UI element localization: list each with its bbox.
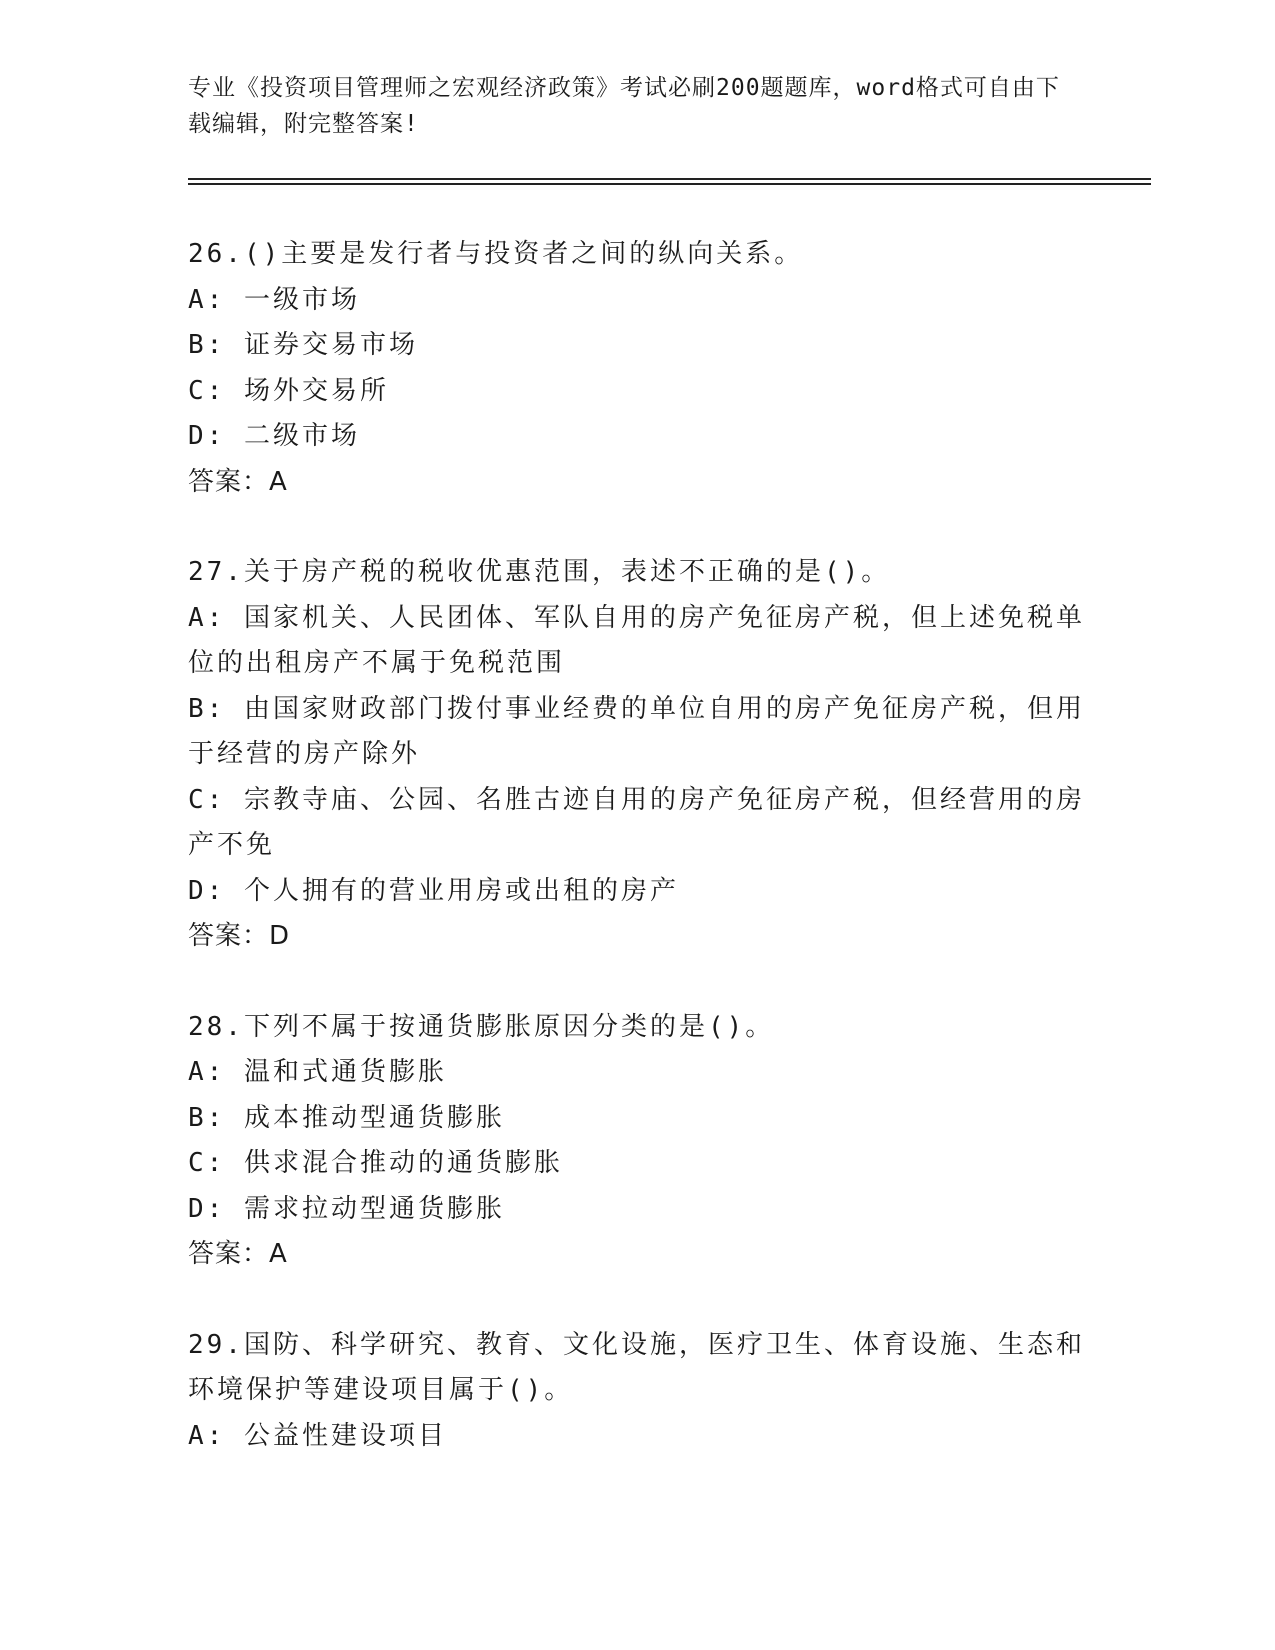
question-28: [188, 1005, 1088, 1278]
header-divider-top: [188, 178, 1151, 180]
option-a: A: 一级市场: [188, 284, 360, 315]
question-stem: 29.国防、科学研究、教育、文化设施，医疗卫生、体育设施、生态和环境保护等建设项目属于()。: [188, 1329, 1085, 1405]
option-d: D: 需求拉动型通货膨胀: [188, 1193, 505, 1224]
option-d: D: 个人拥有的营业用房或出租的房产: [188, 875, 679, 906]
question-26: [188, 232, 1088, 505]
question-list: [188, 232, 1088, 1504]
option-b: B: 证券交易市场: [188, 330, 418, 360]
option-a: A: 国家机关、人民团体、军队自用的房产免征房产税，但上述免税单位的出租房产不属于免税范围: [188, 602, 1085, 678]
header-divider-bottom: [188, 183, 1151, 185]
document-header: 专业《投资项目管理师之宏观经济政策》考试必刷200题题库，word格式可自由下载编辑，附完整答案!: [188, 75, 1060, 137]
option-d: D: 二级市场: [188, 421, 360, 451]
answer-line: 答案：A: [188, 466, 288, 497]
option-b: B: 成本推动型通货膨胀: [188, 1102, 505, 1133]
option-c: C: 供求混合推动的通货膨胀: [188, 1148, 563, 1178]
option-c: C: 场外交易所: [188, 375, 389, 406]
question-stem: 26.()主要是发行者与投资者之间的纵向关系。: [188, 239, 804, 269]
option-a: A: 公益性建设项目: [188, 1420, 447, 1451]
question-stem: 27.关于房产税的税收优惠范围，表述不正确的是()。: [188, 557, 891, 587]
question-27: [188, 550, 1088, 960]
question-stem: 28.下列不属于按通货膨胀原因分类的是()。: [188, 1011, 775, 1042]
option-b: B: 由国家财政部门拨付事业经费的单位自用的房产免征房产税，但用于经营的房产除外: [188, 693, 1085, 769]
option-a: A: 温和式通货膨胀: [188, 1057, 447, 1087]
answer-line: 答案：D: [188, 921, 291, 951]
answer-line: 答案：A: [188, 1239, 288, 1269]
option-c: C: 宗教寺庙、公园、名胜古迹自用的房产免征房产税，但经营用的房产不免: [188, 784, 1085, 860]
question-29: [188, 1323, 1088, 1460]
